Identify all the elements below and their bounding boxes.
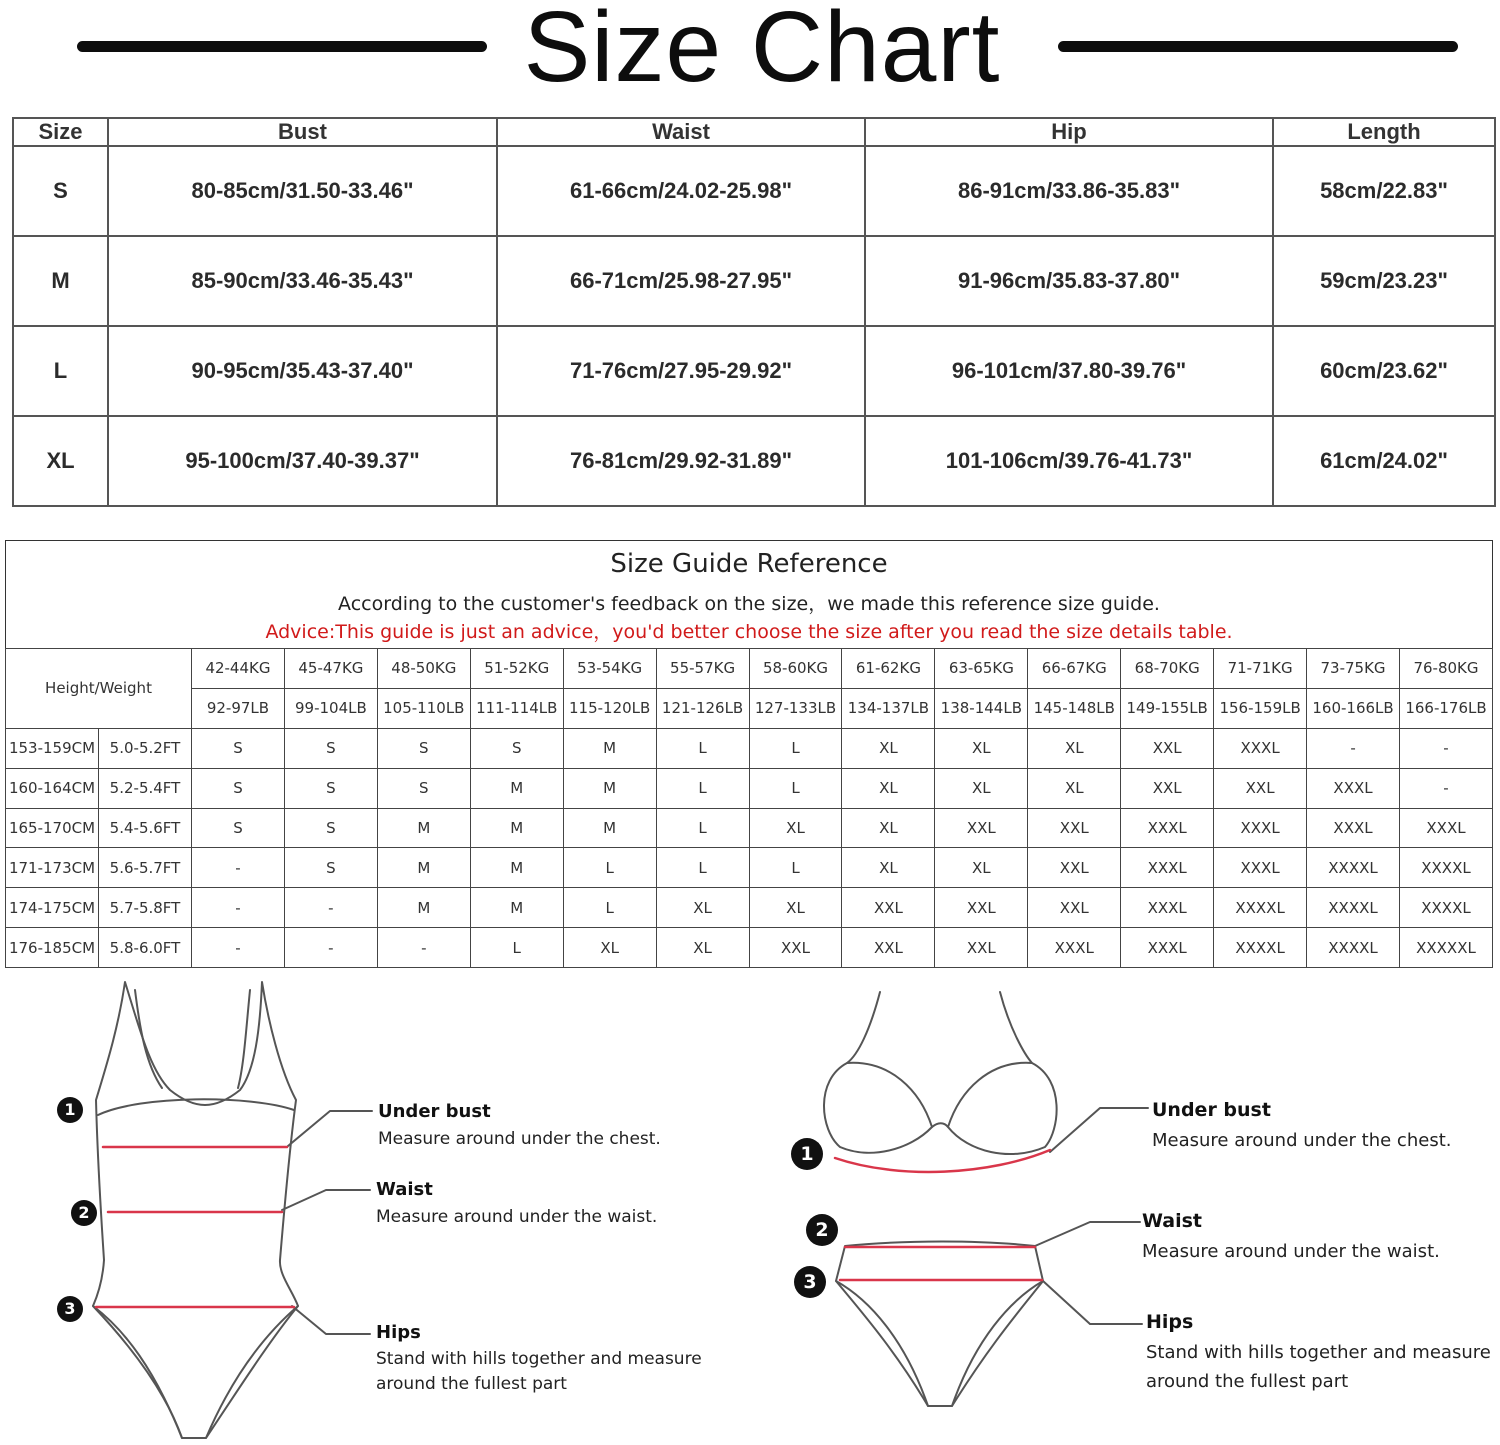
guide-size-cell: XL xyxy=(842,728,935,768)
guide-kg-header: 66-67KG xyxy=(1028,649,1121,689)
guide-size-cell: XXL xyxy=(935,928,1028,968)
guide-lb-row xyxy=(6,688,1493,728)
size-chart-value-cell: 80-85cm/31.50-33.46" xyxy=(108,146,497,236)
guide-lb-header: 111-114LB xyxy=(470,688,563,728)
guide-size-cell: XXXXL xyxy=(1399,848,1492,888)
guide-size-cell: M xyxy=(377,848,470,888)
size-chart-value-cell: 61-66cm/24.02-25.98" xyxy=(497,146,865,236)
guide-lb-header: 145-148LB xyxy=(1028,688,1121,728)
guide-kg-header: 51-52KG xyxy=(470,649,563,689)
guide-size-cell: XXXL xyxy=(1121,928,1214,968)
size-chart-value-cell: 60cm/23.62" xyxy=(1273,326,1495,416)
guide-size-cell: XXXL xyxy=(1121,888,1214,928)
guide-size-cell: XXL xyxy=(1028,848,1121,888)
guide-row xyxy=(6,728,1493,768)
pointer-hips-left xyxy=(292,1306,370,1334)
guide-height-cm: 153-159CM xyxy=(6,728,99,768)
guide-size-cell: S xyxy=(470,728,563,768)
guide-lb-header: 160-166LB xyxy=(1307,688,1400,728)
pointer-under-bust-left xyxy=(288,1111,372,1146)
guide-kg-header: 73-75KG xyxy=(1307,649,1400,689)
guide-lb-header: 99-104LB xyxy=(284,688,377,728)
bikini-cup-right xyxy=(948,1063,1057,1154)
desc-under-bust-left: Measure around under the chest. xyxy=(378,1129,661,1149)
header-size: Size xyxy=(13,118,108,146)
pointer-hips-right xyxy=(1043,1281,1142,1324)
size-chart-value-cell: 95-100cm/37.40-39.37" xyxy=(108,416,497,506)
guide-size-cell: M xyxy=(563,808,656,848)
header-length: Length xyxy=(1273,118,1495,146)
guide-kg-row xyxy=(6,649,1493,689)
guide-kg-header: 61-62KG xyxy=(842,649,935,689)
desc-hips-left-line2: around the fullest part xyxy=(376,1374,567,1394)
size-chart-value-cell: 61cm/24.02" xyxy=(1273,416,1495,506)
size-chart-value-cell: 101-106cm/39.76-41.73" xyxy=(865,416,1273,506)
header-waist: Waist xyxy=(497,118,865,146)
guide-size-cell: M xyxy=(470,768,563,808)
guide-size-cell: XXL xyxy=(842,928,935,968)
size-guide-table xyxy=(5,648,1493,968)
size-chart-value-cell: 58cm/22.83" xyxy=(1273,146,1495,236)
size-chart-size-cell: L xyxy=(13,326,108,416)
desc-waist-left: Measure around under the waist. xyxy=(376,1207,658,1227)
guide-height-ft: 5.7-5.8FT xyxy=(99,888,192,928)
pointer-under-bust-right xyxy=(1050,1108,1148,1152)
marker-3-right: 3 xyxy=(794,1266,826,1298)
guide-kg-header: 53-54KG xyxy=(563,649,656,689)
guide-height-ft: 5.4-5.6FT xyxy=(99,808,192,848)
guide-size-cell: XL xyxy=(935,848,1028,888)
label-hips-left: Hips xyxy=(376,1322,421,1343)
guide-size-cell: XXL xyxy=(935,808,1028,848)
guide-size-cell: XXL xyxy=(749,928,842,968)
guide-lb-header: 156-159LB xyxy=(1214,688,1307,728)
page-title: Size Chart xyxy=(523,0,1001,103)
guide-size-cell: - xyxy=(192,928,285,968)
guide-size-cell: M xyxy=(563,768,656,808)
desc-hips-right-line1: Stand with hills together and measure xyxy=(1146,1342,1491,1363)
pointer-waist-left xyxy=(282,1190,370,1210)
guide-size-cell: XXXXL xyxy=(1307,848,1400,888)
label-hips-right: Hips xyxy=(1146,1311,1194,1333)
guide-height-ft: 5.8-6.0FT xyxy=(99,928,192,968)
guide-size-cell: - xyxy=(377,928,470,968)
desc-hips-left-line1: Stand with hills together and measure xyxy=(376,1349,702,1369)
guide-size-cell: - xyxy=(1307,728,1400,768)
guide-row xyxy=(6,848,1493,888)
guide-size-cell: M xyxy=(470,848,563,888)
guide-lb-header: 166-176LB xyxy=(1399,688,1492,728)
guide-size-cell: S xyxy=(284,728,377,768)
guide-size-cell: M xyxy=(470,808,563,848)
size-chart-value-cell: 76-81cm/29.92-31.89" xyxy=(497,416,865,506)
guide-size-cell: XL xyxy=(935,768,1028,808)
guide-kg-header: 76-80KG xyxy=(1399,649,1492,689)
guide-size-cell: XXXL xyxy=(1214,728,1307,768)
bikini-strap-right xyxy=(1000,992,1032,1063)
guide-size-cell: XXXXL xyxy=(1399,888,1492,928)
marker-1-left: 1 xyxy=(57,1097,83,1123)
marker-2-left: 2 xyxy=(71,1200,97,1226)
guide-size-cell: S xyxy=(377,768,470,808)
size-chart-value-cell: 59cm/23.23" xyxy=(1273,236,1495,326)
size-chart-value-cell: 90-95cm/35.43-37.40" xyxy=(108,326,497,416)
size-chart-value-cell: 71-76cm/27.95-29.92" xyxy=(497,326,865,416)
size-chart-row xyxy=(13,416,1495,506)
guide-size-cell: XL xyxy=(842,848,935,888)
guide-size-cell: L xyxy=(749,728,842,768)
guide-row xyxy=(6,928,1493,968)
pointer-waist-right xyxy=(1035,1222,1140,1246)
size-chart-row xyxy=(13,236,1495,326)
label-under-bust-left: Under bust xyxy=(378,1101,491,1122)
guide-size-cell: L xyxy=(749,848,842,888)
guide-size-cell: XXXL xyxy=(1307,808,1400,848)
guide-height-cm: 171-173CM xyxy=(6,848,99,888)
size-chart-value-cell: 91-96cm/35.83-37.80" xyxy=(865,236,1273,326)
guide-size-cell: L xyxy=(563,888,656,928)
guide-lb-header: 115-120LB xyxy=(563,688,656,728)
bikini-bottom-leg-left xyxy=(836,1281,928,1406)
guide-lb-header: 149-155LB xyxy=(1121,688,1214,728)
guide-size-cell: S xyxy=(284,848,377,888)
guide-row xyxy=(6,768,1493,808)
guide-size-cell: XXL xyxy=(1028,808,1121,848)
guide-size-cell: XXL xyxy=(1121,728,1214,768)
guide-size-cell: XL xyxy=(1028,728,1121,768)
bikini-bottom-leg-right xyxy=(952,1281,1043,1406)
guide-lb-header: 92-97LB xyxy=(192,688,285,728)
guide-size-cell: XXXXXL xyxy=(1399,928,1492,968)
guide-size-cell: L xyxy=(749,768,842,808)
guide-lb-header: 105-110LB xyxy=(377,688,470,728)
guide-size-cell: XXXXL xyxy=(1214,928,1307,968)
size-chart-size-cell: XL xyxy=(13,416,108,506)
guide-size-cell: L xyxy=(656,768,749,808)
guide-lb-header: 138-144LB xyxy=(935,688,1028,728)
guide-size-cell: M xyxy=(563,728,656,768)
guide-size-cell: - xyxy=(284,928,377,968)
label-waist-right: Waist xyxy=(1142,1210,1203,1232)
guide-size-cell: XXXL xyxy=(1214,848,1307,888)
guide-size-cell: XXXL xyxy=(1028,928,1121,968)
guide-size-cell: L xyxy=(563,848,656,888)
swimsuit-bust-line xyxy=(98,1099,294,1115)
guide-size-cell: L xyxy=(656,728,749,768)
marker-1-right: 1 xyxy=(791,1138,823,1170)
guide-size-cell: - xyxy=(192,888,285,928)
guide-kg-header: 45-47KG xyxy=(284,649,377,689)
guide-kg-header: 58-60KG xyxy=(749,649,842,689)
guide-size-cell: XXXXL xyxy=(1307,888,1400,928)
guide-kg-header: 55-57KG xyxy=(656,649,749,689)
size-chart-row xyxy=(13,326,1495,416)
guide-height-cm: 174-175CM xyxy=(6,888,99,928)
guide-size-cell: - xyxy=(1399,728,1492,768)
marker-3-left: 3 xyxy=(57,1296,83,1322)
bikini-strap-left xyxy=(847,992,880,1063)
guide-size-cell: M xyxy=(470,888,563,928)
guide-kg-header: 71-71KG xyxy=(1214,649,1307,689)
desc-hips-right-line2: around the fullest part xyxy=(1146,1371,1349,1392)
marker-2-right: 2 xyxy=(806,1214,838,1246)
guide-kg-header: 68-70KG xyxy=(1121,649,1214,689)
size-chart-value-cell: 85-90cm/33.46-35.43" xyxy=(108,236,497,326)
guide-size-cell: M xyxy=(377,808,470,848)
guide-size-cell: XL xyxy=(842,768,935,808)
bikini-cup-left xyxy=(824,1063,932,1153)
guide-size-cell: XXXXL xyxy=(1214,888,1307,928)
guide-size-cell: S xyxy=(284,808,377,848)
guide-size-cell: XXXL xyxy=(1307,768,1400,808)
guide-size-cell: S xyxy=(192,808,285,848)
size-chart-size-cell: M xyxy=(13,236,108,326)
size-guide-advice: Advice:This guide is just an advice，you'd better choose the size after you read the size details table. xyxy=(265,621,1233,643)
guide-size-cell: L xyxy=(656,848,749,888)
label-under-bust-right: Under bust xyxy=(1152,1099,1271,1121)
guide-size-cell: XL xyxy=(656,888,749,928)
swimsuit-leg-left xyxy=(93,1306,182,1438)
guide-size-cell: XXL xyxy=(1121,768,1214,808)
guide-size-cell: XXL xyxy=(842,888,935,928)
guide-size-cell: S xyxy=(192,728,285,768)
guide-lb-header: 134-137LB xyxy=(842,688,935,728)
guide-height-ft: 5.2-5.4FT xyxy=(99,768,192,808)
guide-size-cell: XXXL xyxy=(1121,808,1214,848)
guide-size-cell: S xyxy=(284,768,377,808)
guide-size-cell: XXXXL xyxy=(1307,928,1400,968)
size-chart-header-row xyxy=(13,118,1495,146)
guide-size-cell: - xyxy=(284,888,377,928)
guide-kg-header: 42-44KG xyxy=(192,649,285,689)
guide-size-cell: XXXL xyxy=(1214,808,1307,848)
guide-size-cell: M xyxy=(377,888,470,928)
guide-row xyxy=(6,888,1493,928)
guide-size-cell: S xyxy=(192,768,285,808)
size-guide-header xyxy=(5,540,1493,648)
guide-height-cm: 160-164CM xyxy=(6,768,99,808)
guide-size-cell: XXL xyxy=(1028,888,1121,928)
header-bust: Bust xyxy=(108,118,497,146)
size-chart-table xyxy=(12,117,1496,507)
guide-size-cell: XXXL xyxy=(1399,808,1492,848)
guide-kg-header: 63-65KG xyxy=(935,649,1028,689)
guide-size-cell: XL xyxy=(656,928,749,968)
guide-size-cell: - xyxy=(1399,768,1492,808)
size-chart-value-cell: 86-91cm/33.86-35.83" xyxy=(865,146,1273,236)
guide-size-cell: XXL xyxy=(935,888,1028,928)
guide-height-cm: 165-170CM xyxy=(6,808,99,848)
guide-size-cell: XL xyxy=(935,728,1028,768)
size-guide-title: Size Guide Reference xyxy=(610,549,888,579)
desc-under-bust-right: Measure around under the chest. xyxy=(1152,1130,1452,1151)
guide-size-cell: XL xyxy=(749,808,842,848)
bikini-center xyxy=(932,1123,948,1127)
guide-lb-header: 121-126LB xyxy=(656,688,749,728)
guide-height-cm: 176-185CM xyxy=(6,928,99,968)
size-chart-row xyxy=(13,146,1495,236)
guide-size-cell: S xyxy=(377,728,470,768)
label-waist-left: Waist xyxy=(376,1179,433,1200)
swimsuit-outline xyxy=(93,982,298,1438)
guide-size-cell: XXL xyxy=(1214,768,1307,808)
guide-kg-header: 48-50KG xyxy=(377,649,470,689)
size-chart-size-cell: S xyxy=(13,146,108,236)
guide-size-cell: XL xyxy=(749,888,842,928)
desc-waist-right: Measure around under the waist. xyxy=(1142,1241,1440,1262)
guide-size-cell: L xyxy=(656,808,749,848)
guide-size-cell: XL xyxy=(563,928,656,968)
guide-size-cell: XL xyxy=(842,808,935,848)
guide-corner-label: Height/Weight xyxy=(6,649,192,729)
guide-lb-header: 127-133LB xyxy=(749,688,842,728)
guide-size-cell: XL xyxy=(1028,768,1121,808)
size-guide-subtitle: According to the customer's feedback on the size，we made this reference size guide. xyxy=(338,593,1160,615)
bikini-bottom-outline xyxy=(836,1242,1043,1407)
header-hip: Hip xyxy=(865,118,1273,146)
size-chart-value-cell: 66-71cm/25.98-27.95" xyxy=(497,236,865,326)
size-chart-value-cell: 96-101cm/37.80-39.76" xyxy=(865,326,1273,416)
guide-height-ft: 5.0-5.2FT xyxy=(99,728,192,768)
guide-height-ft: 5.6-5.7FT xyxy=(99,848,192,888)
guide-row xyxy=(6,808,1493,848)
guide-size-cell: - xyxy=(192,848,285,888)
guide-size-cell: L xyxy=(470,928,563,968)
guide-size-cell: XXXL xyxy=(1121,848,1214,888)
